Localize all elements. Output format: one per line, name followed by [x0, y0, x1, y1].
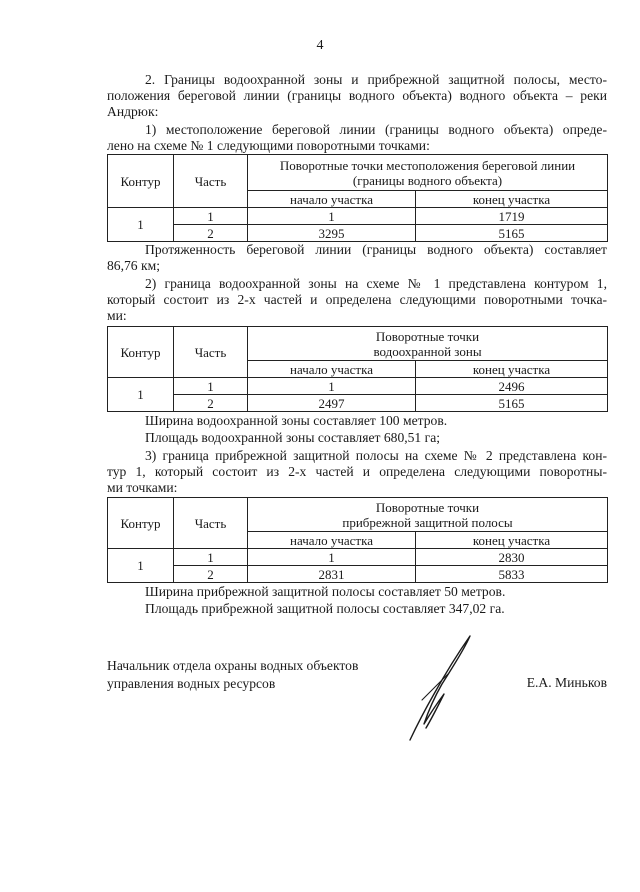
- pzp-width: Ширина прибрежной защитной полосы составляет 50 метров.: [145, 584, 506, 599]
- section2-line-3: Андрюк:: [107, 104, 159, 119]
- cell-end: 1719: [416, 208, 608, 225]
- item1-line-2: лено на схеме № 1 следующими поворотными точками:: [107, 138, 430, 153]
- item2-line-3: ми:: [107, 308, 127, 323]
- header-points-line-1: Поворотные точки: [375, 499, 480, 515]
- length-line-2: 86,76 км;: [107, 258, 160, 273]
- cell-start: 3295: [248, 225, 416, 242]
- cell-start: 1: [248, 208, 416, 225]
- table-row: [108, 395, 608, 412]
- cell-start: 2497: [248, 395, 416, 412]
- header-end: конец участка: [416, 532, 608, 549]
- cell-end: 2496: [416, 378, 608, 395]
- item3-line-2: тур 1, который состоит из 2-х частей и определена следующими поворотны-: [107, 464, 607, 479]
- pzp-area: Площадь прибрежной защитной полосы составляет 347,02 га.: [145, 601, 505, 616]
- header-chast: Часть: [174, 155, 248, 208]
- section2-line-1: 2. Границы водоохранной зоны и прибрежной защитной полосы, место-: [145, 72, 607, 87]
- cell-part: 1: [174, 549, 248, 566]
- table-row: [108, 549, 608, 566]
- cell-kontur: 1: [108, 378, 174, 412]
- signatory-position: [107, 657, 358, 693]
- cell-kontur: 1: [108, 549, 174, 583]
- header-kontur: Контур: [108, 498, 174, 549]
- item2-line-2: который состоит из 2-х частей и определена следующими поворотными точка-: [107, 292, 607, 307]
- header-kontur: Контур: [108, 155, 174, 208]
- cell-end: 5165: [416, 395, 608, 412]
- cell-part: 1: [174, 208, 248, 225]
- cell-kontur: 1: [108, 208, 174, 242]
- cell-start: 1: [248, 378, 416, 395]
- cell-part: 2: [174, 566, 248, 583]
- header-end: конец участка: [416, 361, 608, 378]
- cell-start: 2831: [248, 566, 416, 583]
- table-row: [108, 378, 608, 395]
- cell-part: 1: [174, 378, 248, 395]
- item3-line-3: ми точками:: [107, 480, 178, 495]
- cell-end: 5165: [416, 225, 608, 242]
- header-chast: Часть: [174, 498, 248, 549]
- header-end: конец участка: [416, 191, 608, 208]
- header-points-line-2: (границы водного объекта): [352, 172, 503, 188]
- header-points: [248, 498, 608, 532]
- signatory-name: Е.А. Миньков: [526, 675, 607, 690]
- cell-end: 5833: [416, 566, 608, 583]
- section2-line-2: положения береговой линии (границы водного объекта) водного объекта – реки: [107, 88, 607, 103]
- header-points-line-1: Поворотные точки: [375, 328, 480, 344]
- item1-line-1: 1) местоположение береговой линии (границы водного объекта) опреде-: [145, 122, 607, 137]
- signatory-position-line-1: Начальник отдела охраны водных объектов: [107, 658, 359, 673]
- item2-line-1: 2) граница водоохранной зоны на схеме № 1 представлена контуром 1,: [145, 276, 607, 291]
- table-coastal-protection-strip: [107, 497, 608, 583]
- header-start: начало участка: [248, 361, 416, 378]
- header-chast: Часть: [174, 327, 248, 378]
- item3-line-1: 3) граница прибрежной защитной полосы на схеме № 2 представлена кон-: [145, 448, 607, 463]
- header-start: начало участка: [248, 191, 416, 208]
- cell-part: 2: [174, 395, 248, 412]
- header-points-line-1: Поворотные точки местоположения береговой линии: [279, 157, 576, 173]
- length-line-1: Протяженность береговой линии (границы водного объекта) составляет: [145, 242, 607, 257]
- page-number: 4: [316, 38, 324, 53]
- header-points-line-2: водоохранной зоны: [373, 343, 482, 359]
- header-kontur: Контур: [108, 327, 174, 378]
- table-row: [108, 566, 608, 583]
- wpz-width: Ширина водоохранной зоны составляет 100 метров.: [145, 413, 448, 428]
- cell-end: 2830: [416, 549, 608, 566]
- table-water-protection-zone: [107, 326, 608, 412]
- table-row: [108, 208, 608, 225]
- header-points: [248, 327, 608, 361]
- cell-part: 2: [174, 225, 248, 242]
- cell-start: 1: [248, 549, 416, 566]
- header-points-line-2: прибрежной защитной полосы: [342, 514, 513, 530]
- signatory-position-line-2: управления водных ресурсов: [107, 676, 276, 691]
- header-points: [248, 155, 608, 191]
- wpz-area: Площадь водоохранной зоны составляет 680,51 га;: [145, 430, 441, 445]
- header-start: начало участка: [248, 532, 416, 549]
- handwritten-signature: [400, 628, 490, 748]
- table-shoreline-points: [107, 154, 608, 242]
- table-row: [108, 225, 608, 242]
